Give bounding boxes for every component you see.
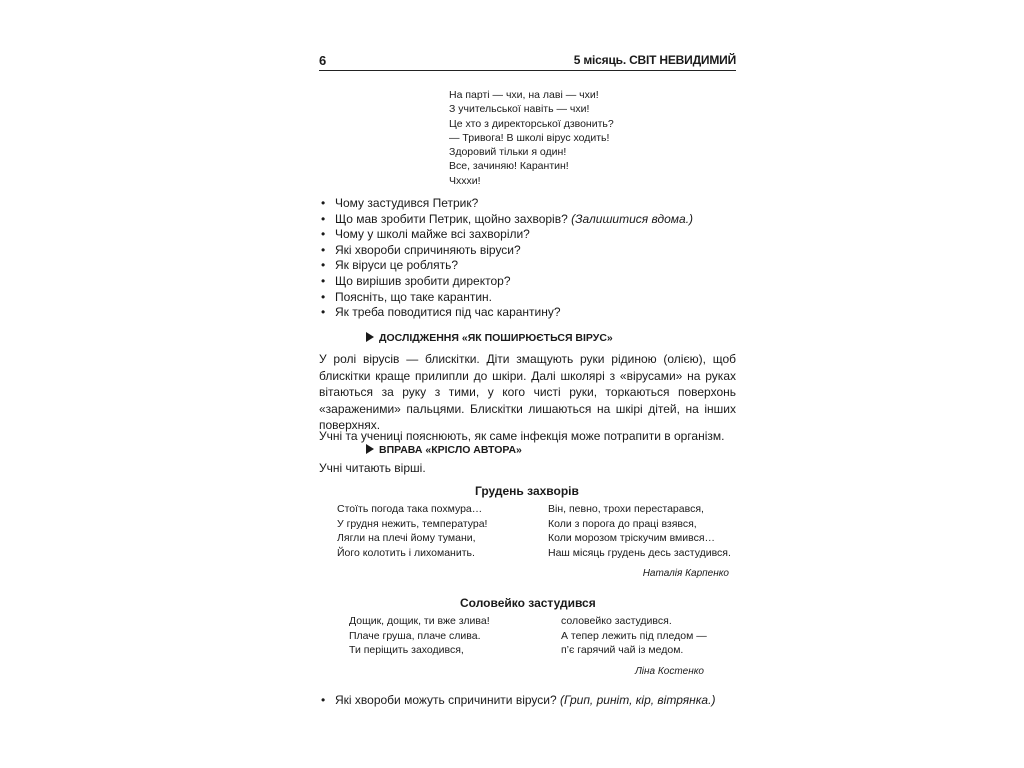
poem-line: Стоїть погода така похмура… <box>337 503 483 515</box>
intro-poem <box>449 88 614 188</box>
poem-line: соловейко застудився. <box>561 615 672 627</box>
list-item: • Які хвороби спричиняють віруси? <box>319 243 693 259</box>
poem-line: Дощик, дощик, ти вже злива! <box>349 615 490 627</box>
list-item: • Чому застудився Петрик? <box>319 196 693 212</box>
poem-line: Це хто з директорської дзвонить? <box>449 117 614 130</box>
poem-line: Все, зачиняю! Карантин! <box>449 160 569 173</box>
poem-line: Наш місяць грудень десь застудився. <box>548 546 731 559</box>
list-item: • Що вирішив зробити директор? <box>319 274 693 290</box>
triangle-bullet-icon <box>366 332 374 342</box>
final-question-list <box>319 693 715 709</box>
poem-column-left <box>349 614 490 658</box>
list-item: • Чому у школі майже всі захворіли? <box>319 227 693 243</box>
poem-line: Він, певно, трохи перестарався, <box>548 503 704 515</box>
page-number: 6 <box>319 53 327 68</box>
poem-line: Його колотить і лихоманить. <box>337 546 475 559</box>
list-item: • Що мав зробити Петрик, щойно захворів? (Залишитися вдома.) <box>319 212 693 228</box>
research-conclusion: Учні та учениці пояснюють, як саме інфекція може потрапити в організм. <box>319 429 725 443</box>
poem-line: Здоровий тільки я один! <box>449 146 567 159</box>
poem-line: Плаче груша, плаче слива. <box>349 629 481 642</box>
running-header-title: 5 місяць. СВІТ НЕВИДИМИЙ <box>573 53 736 67</box>
header-rule <box>319 70 736 71</box>
poem-line: У грудня нежить, температура! <box>337 517 488 530</box>
exercise-instruction: Учні читають вірші. <box>319 461 426 475</box>
poem-line: Чхххи! <box>449 174 481 187</box>
list-item: • Які хвороби можуть спричинити віруси? (Грип, риніт, кір, вітрянка.) <box>319 693 715 709</box>
poem-line: З учительської навіть — чхи! <box>449 103 590 116</box>
poem-line: Ти періщить заходився, <box>349 644 464 656</box>
poem-line: Коли морозом тріскучим вмився… <box>548 532 716 544</box>
poem-line: На парті — чхи, на лаві — чхи! <box>449 89 599 101</box>
poem-column-right <box>548 502 731 560</box>
poem-author: Ліна Костенко <box>634 666 704 677</box>
poem-line: п’є гарячий чай із медом. <box>561 644 684 656</box>
answer-note: (Залишитися вдома.) <box>571 211 694 226</box>
poem-line: Лягли на плечі йому тумани, <box>337 532 476 544</box>
poem-title: Грудень захворів <box>475 484 579 498</box>
list-item: • Як треба поводитися під час карантину? <box>319 305 693 321</box>
research-paragraph: У ролі вірусів — блискітки. Діти змащують руки рідиною (олією), щоб блискітки краще прилипли до шкіри. Далі школярі з «вірусами» на руках вітаються за руку з тими, у кого чисті руки, торкаються поверхонь «зараженими» пальцями. Блискітки лишаються на шкірі дітей, на інших поверхнях. <box>319 352 736 433</box>
triangle-bullet-icon <box>366 444 374 454</box>
poem-column-right <box>561 614 707 658</box>
poem-author: Наталія Карпенко <box>642 568 729 579</box>
poem-line: А тепер лежить під пледом — <box>561 629 707 642</box>
list-item: • Як віруси це роблять? <box>319 258 693 274</box>
poem-line: Коли з порога до праці взявся, <box>548 517 697 530</box>
poem-title: Соловейко застудився <box>460 596 596 610</box>
question-list <box>319 196 693 321</box>
list-item: • Поясніть, що таке карантин. <box>319 290 693 306</box>
section-heading-research: ДОСЛІДЖЕННЯ «ЯК ПОШИРЮЄТЬСЯ ВІРУС» <box>366 332 613 344</box>
poem-column-left <box>337 502 487 560</box>
poem-line: — Тривога! В школі вірус ходить! <box>449 131 610 144</box>
answer-note: (Грип, риніт, кір, вітрянка.) <box>559 693 716 707</box>
section-heading-exercise: ВПРАВА «КРІСЛО АВТОРА» <box>366 444 522 456</box>
